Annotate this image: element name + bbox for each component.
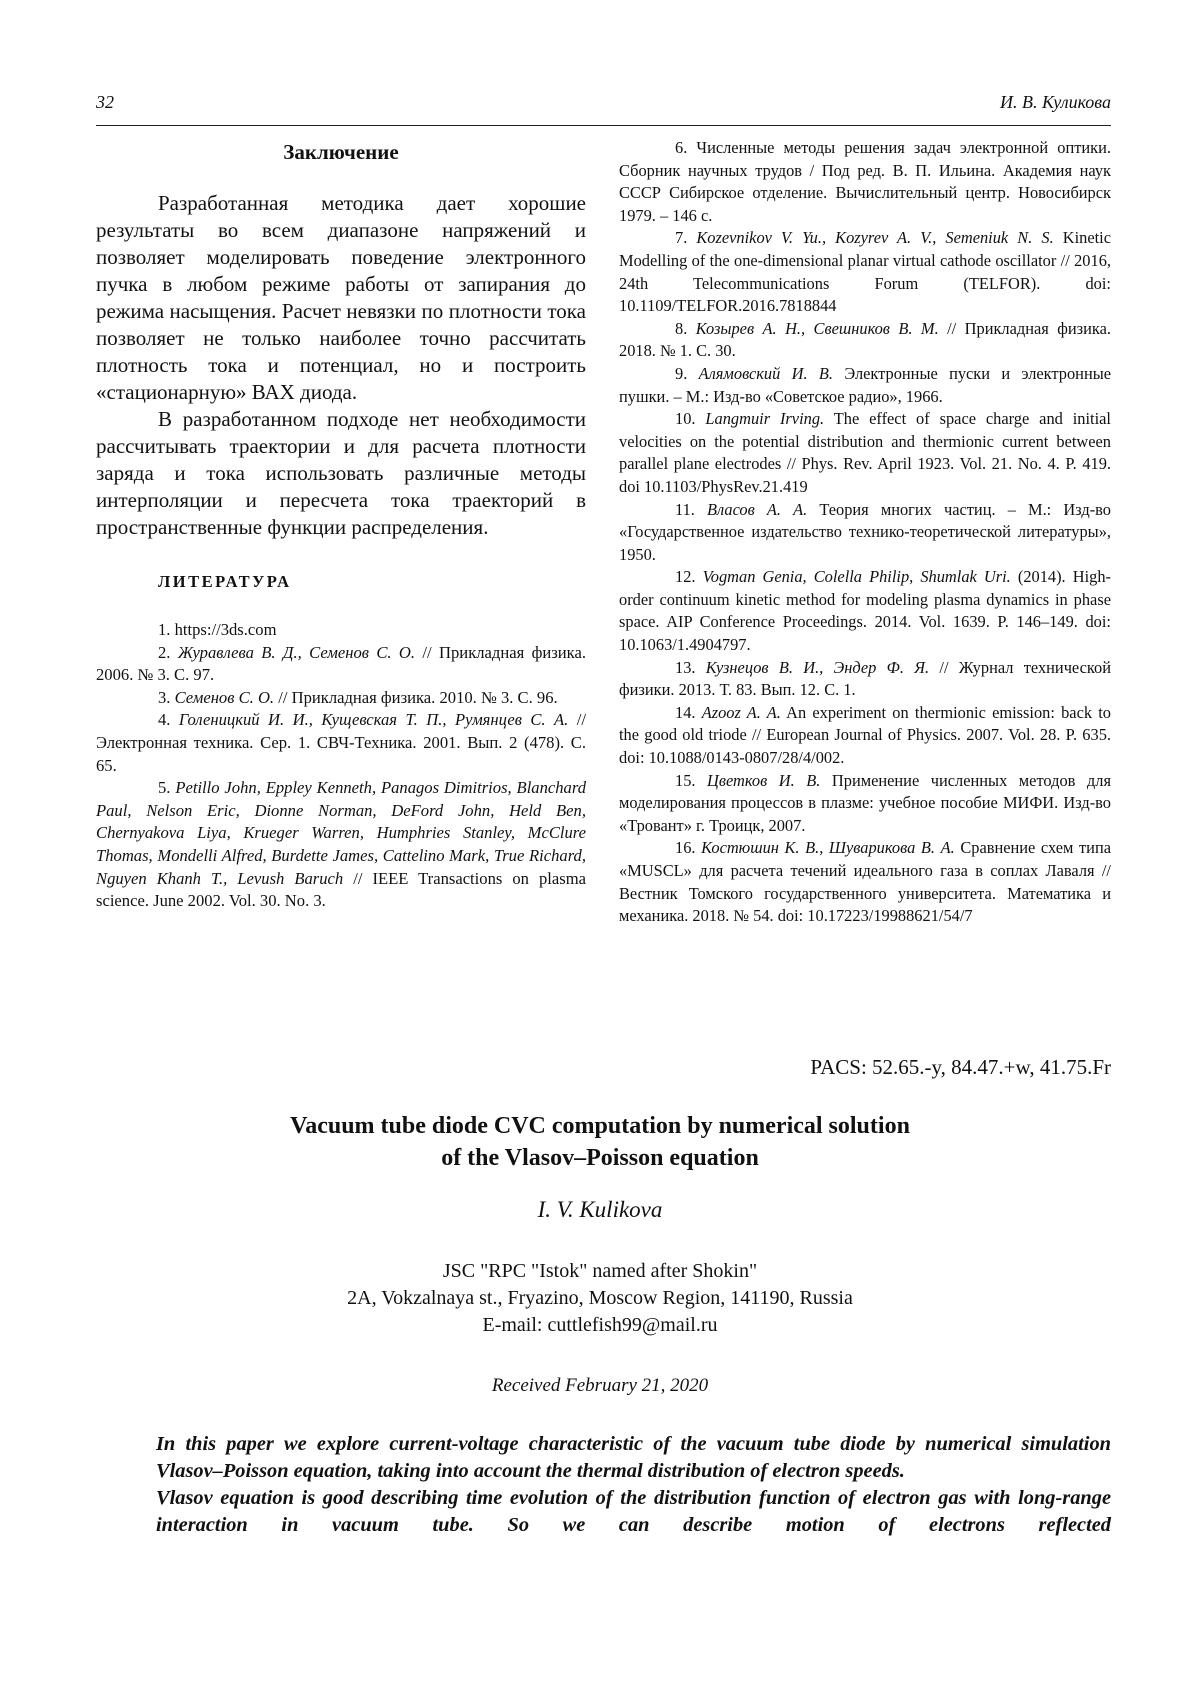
reference-number: 10. [675,409,696,429]
reference-text: https://3ds.com [174,620,277,639]
abstract-paragraph: Vlasov equation is good describing time evolution of the distribution function of electron gas with long-range interaction in vacuum tube. So we can describe motion of electrons reflected [156,1487,1111,1536]
author-email: E-mail: cuttlefish99@mail.ru [482,1314,718,1336]
left-column [96,137,586,913]
reference-item [96,619,586,642]
reference-authors: Костюшин К. В., Шуварикова В. А. [701,838,955,858]
reference-item [96,709,586,777]
article-title-line: of the Vlasov–Poisson equation [441,1145,759,1171]
reference-item [619,499,1111,567]
page-number: 32 [96,92,114,112]
author-affiliation [150,1258,1050,1339]
reference-authors: Власов А. А. [707,499,808,519]
reference-text: // Прикладная физика. 2018. № 1. С. 30. [619,318,1111,361]
section-title-conclusion: Заключение [283,140,399,164]
reference-text: The effect of space charge and initial velocities on the potential distribution and thermionic current between parallel plane electrodes // Phys. Rev. April 1923. Vol. 21. No. 4. P. 419. doi 10.1103/PhysRev.21.419 [619,409,1111,496]
pacs-codes: PACS: 52.65.-y, 84.47.+w, 41.75.Fr [810,1055,1111,1079]
article-author: I. V. Kulikova [537,1197,663,1222]
reference-authors: Голеницкий И. И., Кущевская Т. П., Румянцев С. А. [178,710,569,730]
reference-item [619,566,1111,656]
reference-number: 3. [158,687,171,707]
abstract [156,1431,1111,1539]
reference-authors: Журавлева В. Д., Семенов С. О. [177,642,416,662]
reference-text: (2014). High-order continuum kinetic method for modeling plasma dynamics in phase space. AIP Conference Proceedings. 2014. Vol. 1639. P. 146–149. doi: 10.1063/1.4904797. [619,567,1111,655]
reference-number: 2. [158,642,171,662]
reference-text: // Электронная техника. Сер. 1. СВЧ-Техника. 2001. Вып. 2 (478). С. 65. [96,710,586,775]
reference-authors: Семенов С. О. [174,687,275,707]
reference-item [619,137,1111,227]
reference-number: 1. [158,620,171,639]
reference-authors: Kozevnikov V. Yu., Kozyrev A. V., Semeniuk N. S. [696,228,1054,248]
reference-authors: Кузнецов В. И., Эндер Ф. Я. [705,657,930,677]
conclusion-paragraph: В разработанном подходе нет необходимости рассчитывать траектории и для расчета плотности заряда и тока использовать различные методы интерполяции и пересчета тока траекторий в пространственные функции распределения. [96,407,586,539]
reference-number: 16. [675,838,696,858]
reference-authors: Vogman Genia, Colella Philip, Shumlak Uri. [702,567,1011,587]
abstract-paragraph: In this paper we explore current-voltage characteristic of the vacuum tube diode by numerical simulation Vlasov–Poisson equation, taking into account the thermal distribution of electron speeds. [156,1433,1111,1482]
references-list-right [619,137,1111,928]
reference-number: 6. [675,138,688,157]
reference-item [619,408,1111,498]
reference-item [619,770,1111,838]
reference-text: Теория многих частиц. – М.: Изд-во «Государственное издательство технико-теоретической литературы», 1950. [619,499,1111,564]
reference-text: // Прикладная физика. 2010. № 3. С. 96. [274,687,558,707]
reference-item [619,837,1111,927]
reference-text: Электронные пуски и электронные пушки. – М.: Изд-во «Советское радио», 1966. [619,363,1111,406]
running-header [96,92,1111,122]
reference-number: 11. [675,499,695,519]
reference-item [96,642,586,687]
received-date: Received February 21, 2020 [491,1375,709,1396]
reference-text: An experiment on thermionic emission: back to the good old triode // European Journal of Physics. 2007. Vol. 28. P. 635. doi: 10.1088/0143-0807/28/4/002. [619,702,1111,768]
reference-authors: Алямовский И. В. [698,363,834,383]
reference-text: // Прикладная физика. 2006. № 3. С. 97. [96,642,586,685]
reference-text: Kinetic Modelling of the one-dimensional planar virtual cathode oscillator // 2016, 24th Telecommunications Forum (TELFOR). doi: 10.1109/TELFOR.2016.7818844 [619,228,1111,316]
reference-item [619,318,1111,363]
reference-number: 9. [675,363,688,383]
reference-number: 13. [675,657,696,677]
reference-authors: Козырев А. Н., Свешников В. М. [695,318,939,338]
reference-text: // Журнал технической физики. 2013. Т. 83. Вып. 12. С. 1. [619,657,1111,700]
reference-text: Применение численных методов для моделирования процессов в плазме: учебное пособие МИФИ. Изд-во «Тровант» г. Троицк, 2007. [619,770,1111,835]
reference-text: // IEEE Transactions on plasma science. June 2002. Vol. 30. No. 3. [96,868,586,911]
reference-item [619,227,1111,317]
reference-item [619,657,1111,702]
reference-item [619,702,1111,770]
reference-number: 8. [675,318,688,338]
article-title [150,1110,1050,1174]
references-title: ЛИТЕРАТУРА [158,572,292,591]
reference-authors: Petillo John, Eppley Kenneth, Panagos Dimitrios, Blanchard Paul, Nelson Eric, Dionne Norman, DeFord John, Held Ben, Chernyakova Liya, Krueger Warren, Humphries Stanley, McClure Thomas, Mondelli Alfred, Burdette James, Cattelino Mark, True Richard, Nguyen Khanh T., Levush Baruch [96,778,586,888]
reference-item [619,363,1111,408]
reference-item [96,777,586,913]
reference-number: 15. [675,770,696,790]
reference-text: Численные методы решения задач электронной оптики. Сборник научных трудов / Под ред. В. П. Ильина. Академия наук СССР Сибирское отделение. Вычислительный центр. Новосибирск 1979. – 146 с. [619,138,1111,225]
header-rule [96,125,1111,126]
running-author: И. В. Куликова [1000,92,1111,112]
reference-authors: Langmuir Irving. [705,409,825,429]
reference-number: 5. [158,778,171,798]
reference-number: 12. [675,567,696,587]
reference-number: 4. [158,710,171,730]
reference-number: 14. [675,702,696,722]
reference-authors: Azooz A. A. [701,702,781,722]
reference-text: Сравнение схем типа «MUSCL» для расчета течений идеального газа в соплах Лаваля // Вестник Томского государственного университета. Математика и механика. 2018. № 54. doi: 10.17223/19988621/54/7 [619,838,1111,926]
reference-item [96,687,586,710]
reference-number: 7. [675,228,688,248]
references-list-left [96,619,586,913]
article-title-line: Vacuum tube diode CVC computation by numerical solution [290,1113,910,1139]
conclusion-paragraph: Разработанная методика дает хорошие результаты во всем диапазоне напряжений и позволяет моделировать поведение электронного пучка в любом режиме работы от запирания до режима насыщения. Расчет невязки по плотности тока позволяет не только наиболее точно рассчитать плотность тока и потенциал, но и построить «стационарную» ВАХ диода. [96,191,586,404]
affiliation-line: 2A, Vokzalnaya st., Fryazino, Moscow Region, 141190, Russia [347,1287,853,1309]
affiliation-line: JSC "RPC "Istok" named after Shokin" [442,1260,758,1282]
reference-authors: Цветков И. В. [707,770,821,790]
